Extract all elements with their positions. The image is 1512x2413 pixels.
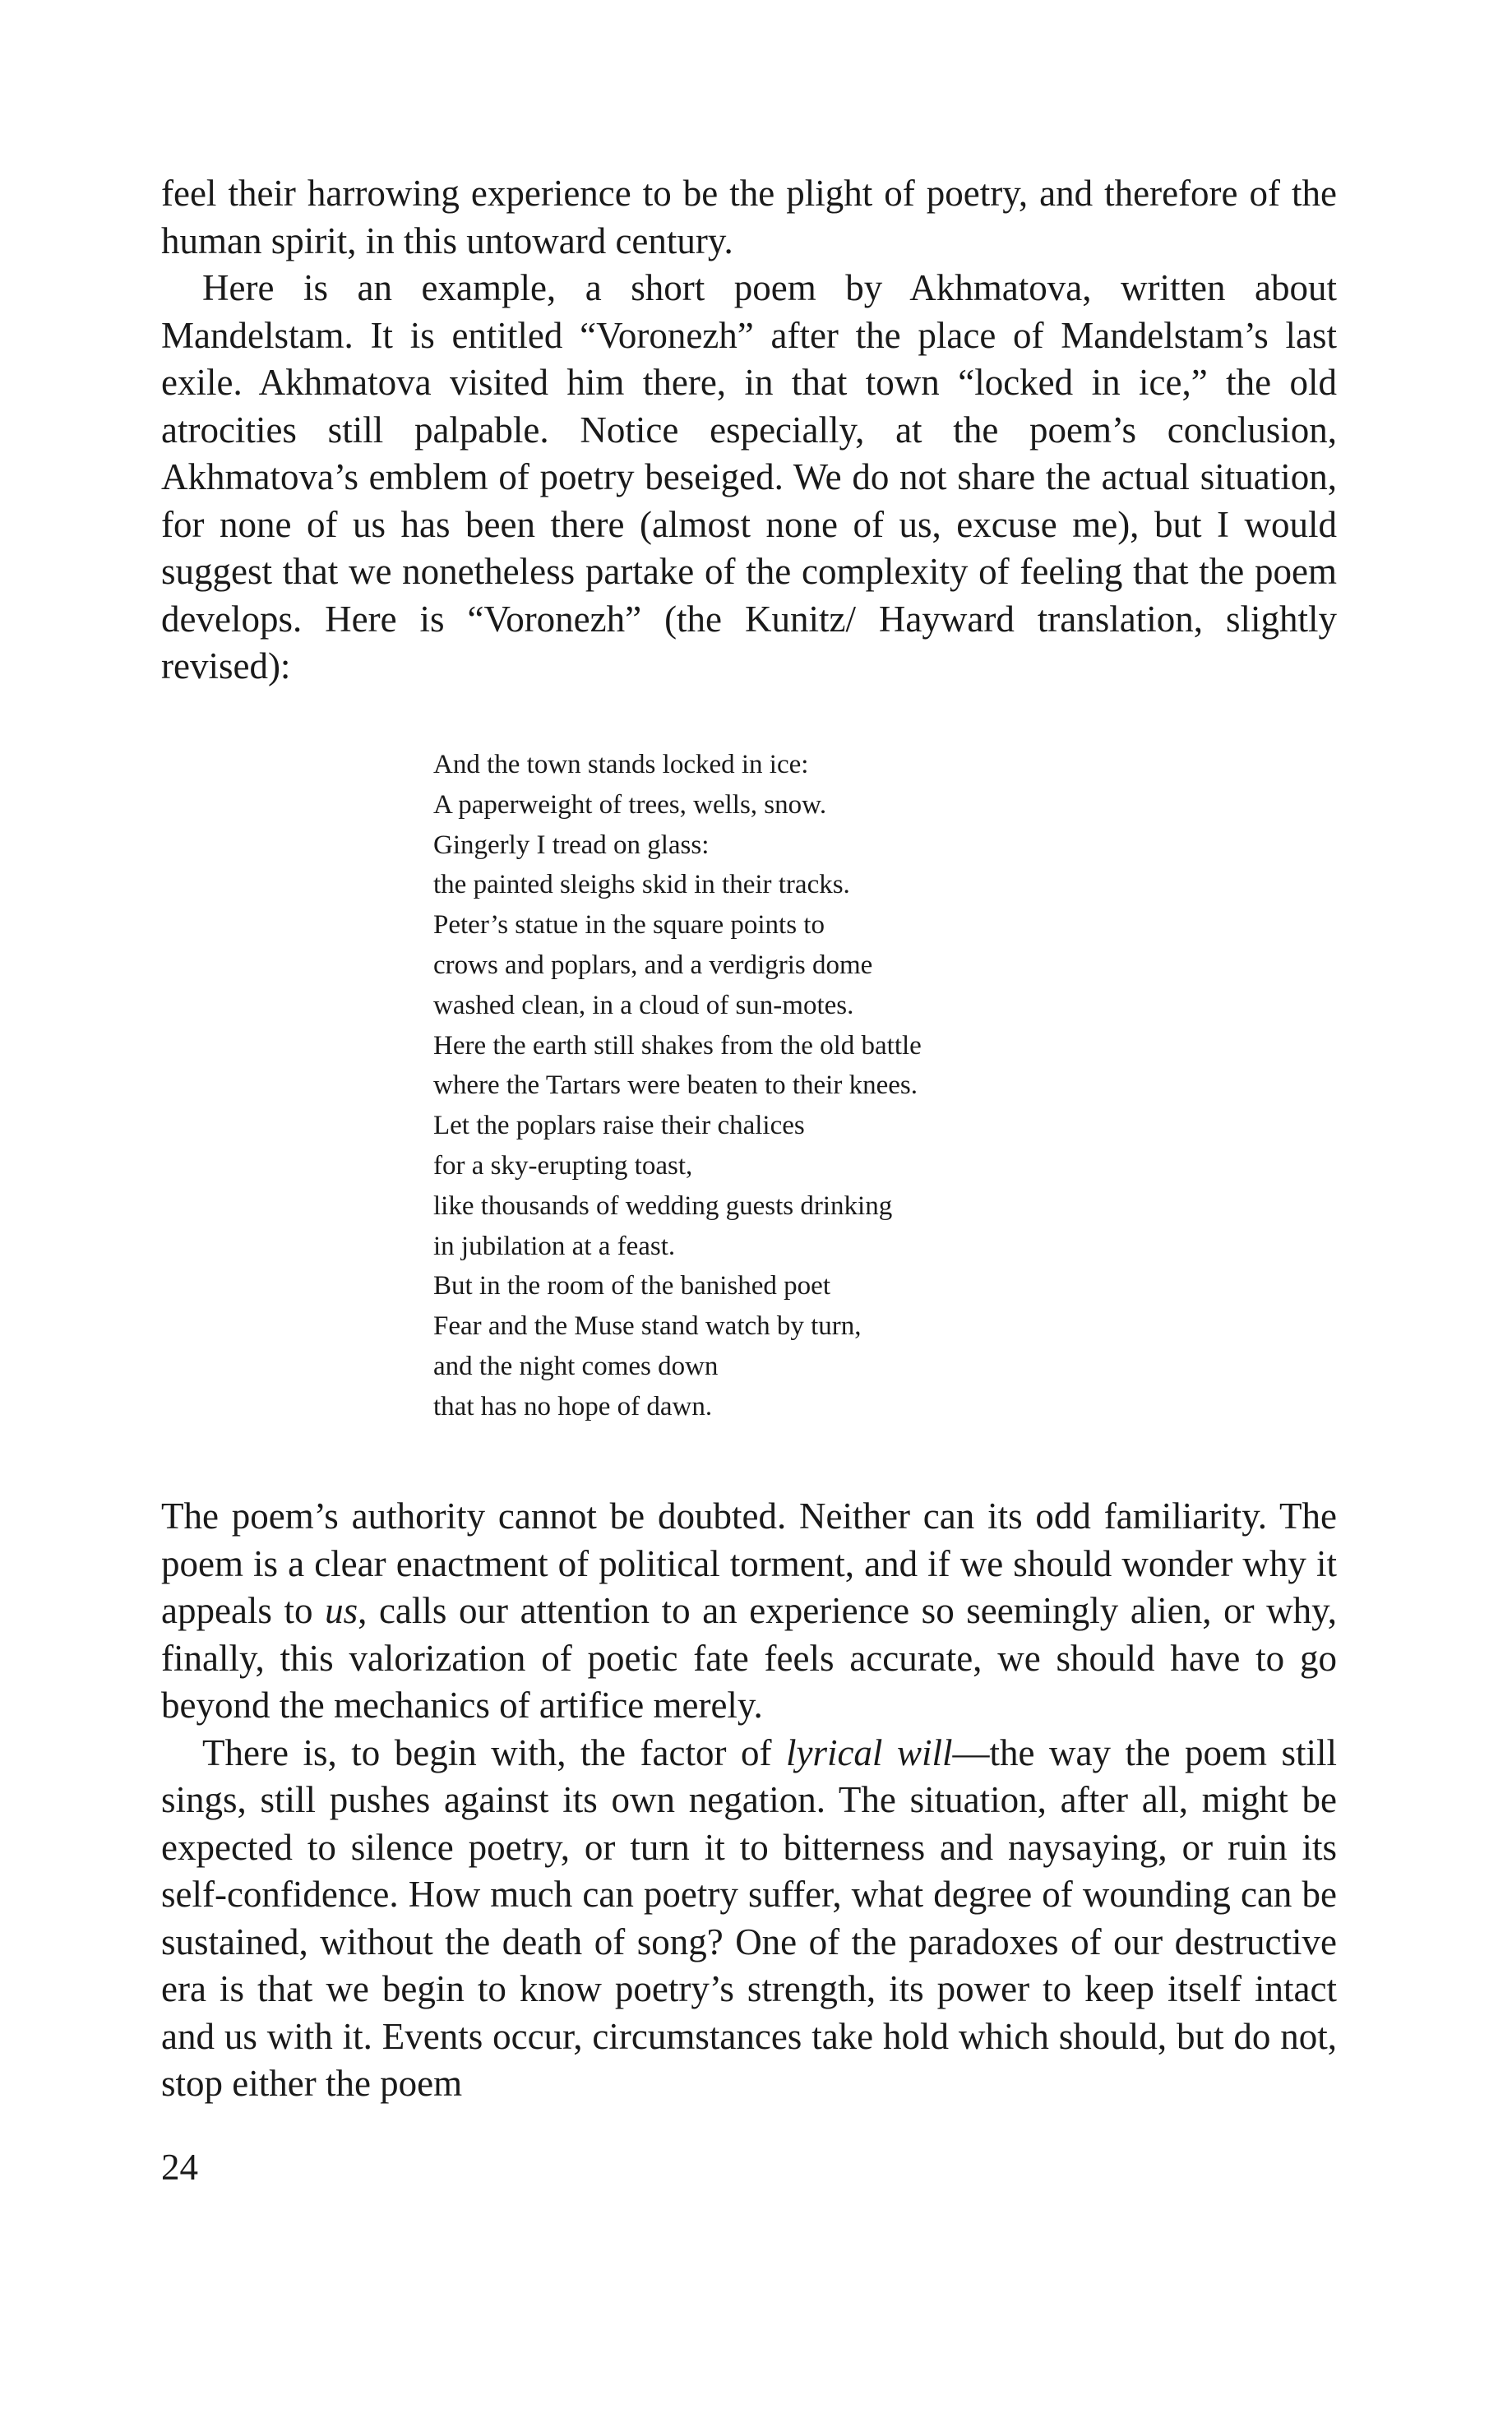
- poem-line: A paperweight of trees, wells, snow.: [433, 789, 827, 820]
- emphasis-us: us: [325, 1590, 358, 1631]
- prose-top: [161, 170, 1337, 691]
- paragraph-text: —the way the poem still sings, still pushes against its own negation. The situation, after all, might be expected to silence poetry, or turn it to bitterness and naysaying, or ruin its self-confidence. How much can poetry suffer, what degree of wounding can be sustained, without the death of song? One of the paradoxes of our destructive era is that we begin to know poetry’s strength, its power to keep itself intact and us with it. Events occur, circumstances take hold which should, but do not, stop either the poem: [161, 1731, 1337, 2104]
- prose-bottom: [161, 1493, 1337, 2108]
- poem-line: But in the room of the banished poet: [433, 1271, 830, 1301]
- poem-line: Peter’s statue in the square points to: [433, 910, 825, 941]
- poem-voronezh: [433, 745, 1255, 1427]
- poem-line: in jubilation at a feast.: [433, 1231, 676, 1261]
- poem-line: Fear and the Muse stand watch by turn,: [433, 1311, 862, 1342]
- paragraph-poem-authority: [161, 1493, 1337, 1730]
- paragraph-text: , calls our attention to an experience so seemingly alien, or why, finally, this valorization of poetic fate feels accurate, we should have to go beyond the mechanics of artifice merely.: [161, 1590, 1337, 1726]
- poem-line: that has no hope of dawn.: [433, 1391, 713, 1421]
- poem-line: for a sky-erupting toast,: [433, 1150, 693, 1181]
- poem-line: Let the poplars raise their chalices: [433, 1111, 805, 1141]
- poem-line: Gingerly I tread on glass:: [433, 830, 710, 860]
- paragraph-continuation: feel their harrowing experience to be the plight of poetry, and therefore of the human spirit, in this untoward century.: [161, 173, 1337, 261]
- page-number: 24: [161, 2147, 198, 2188]
- paragraph-text: The poem’s authority cannot be doubted. Neither can its odd familiarity. The poem is a clear enactment of political torment, and if we should wonder why it appeals to: [161, 1495, 1337, 1631]
- poem-line: like thousands of wedding guests drinking: [433, 1190, 893, 1221]
- poem-line: washed clean, in a cloud of sun-motes.: [433, 990, 854, 1020]
- poem-line: Here the earth still shakes from the old battle: [433, 1030, 922, 1061]
- poem-line: the painted sleighs skid in their tracks.: [433, 870, 850, 900]
- paragraph-text: There is, to begin with, the factor of: [202, 1731, 786, 1773]
- paragraph-lyrical-will: [161, 1730, 1337, 2108]
- paragraph-voronezh-intro: Here is an example, a short poem by Akhmatova, written about Mandelstam. It is entitled “Voronezh” after the place of Mandelstam’s last exile. Akhmatova visited him there, in that town “locked in ice,” the old atrocities still palpable. Notice especially, at the poem’s conclusion, Akhmatova’s emblem of poetry beseiged. We do not share the actual situation, for none of us has been there (almost none of us, excuse me), but I would suggest that we nonetheless partake of the complexity of feeling that the poem develops. Here is “Voronezh” (the Kunitz/ Hayward translation, slightly revised):: [161, 267, 1337, 686]
- poem-line: And the town stands locked in ice:: [433, 750, 809, 779]
- poem-line: crows and poplars, and a verdigris dome: [433, 950, 873, 980]
- poem-line: and the night comes down: [433, 1351, 719, 1381]
- emphasis-lyrical-will: lyrical will: [785, 1731, 953, 1773]
- poem-line: where the Tartars were beaten to their knees.: [433, 1070, 918, 1101]
